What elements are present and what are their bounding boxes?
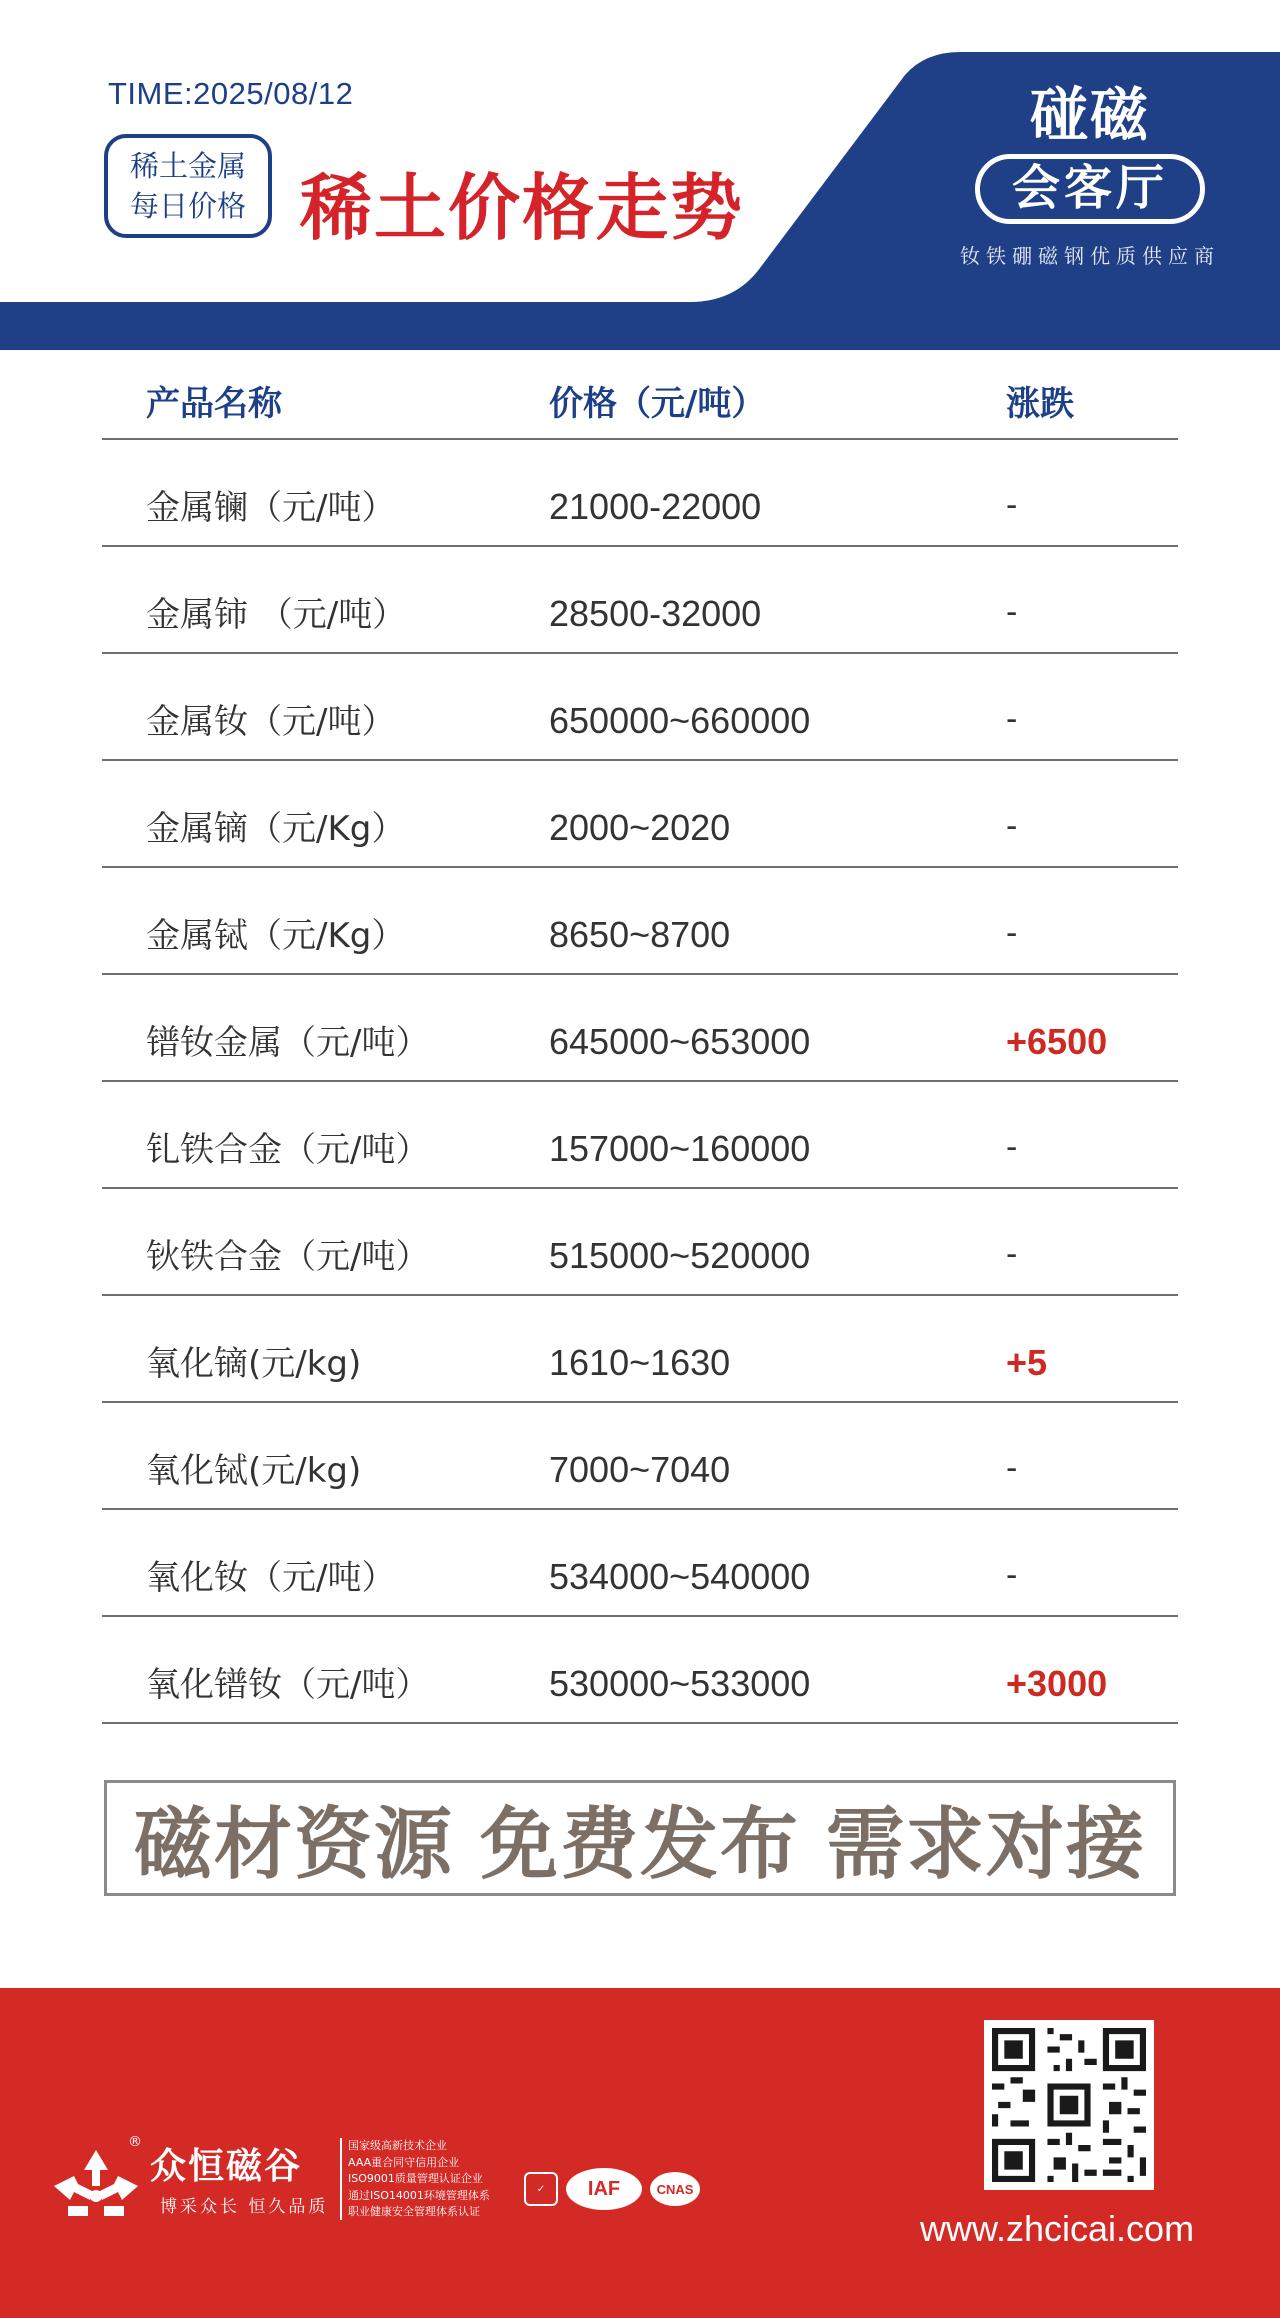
product-price: 530000~533000 <box>549 1663 811 1704</box>
logo-slogan: 钕铁硼磁钢优质供应商 <box>960 244 1220 268</box>
table-header <box>102 368 1178 440</box>
table-row <box>102 1617 1178 1724</box>
cnas-badge: CNAS <box>650 2172 700 2206</box>
qr-code-icon <box>984 2020 1154 2190</box>
brand-tagline: 博采众长 恒久品质 <box>160 2197 329 2217</box>
column-header-name: 产品名称 <box>146 384 282 424</box>
iaf-badge: IAF <box>566 2168 642 2210</box>
slogan-part-3: 需求对接 <box>825 1800 1146 1890</box>
price-change-up: +6500 <box>1006 1021 1108 1062</box>
certification-line: 国家级高新技术企业 <box>348 2139 447 2152</box>
table-row <box>102 868 1178 975</box>
header <box>0 0 1280 350</box>
daily-price-badge <box>104 134 272 238</box>
certification-line: ISO9001质量管理认证企业 <box>348 2172 483 2185</box>
certification-badges <box>524 2168 700 2210</box>
table-row <box>102 547 1178 654</box>
product-price: 8650~8700 <box>549 914 731 955</box>
price-change: - <box>1006 700 1018 738</box>
slogan-box <box>104 1780 1176 1896</box>
price-change: - <box>1006 807 1018 845</box>
certification-line: AAA重合同守信用企业 <box>348 2155 460 2169</box>
product-name: 氧化钕（元/吨） <box>146 1558 396 1598</box>
divider <box>340 2138 342 2220</box>
product-name: 金属铽（元/Kg） <box>146 916 406 956</box>
price-change: - <box>1006 1128 1018 1166</box>
badge-line-2: 每日价格 <box>129 189 246 223</box>
product-name: 金属铈 （元/吨） <box>146 595 407 635</box>
table-row <box>102 1189 1178 1296</box>
price-change: - <box>1006 1449 1018 1487</box>
price-change: - <box>1006 914 1018 952</box>
certification-line: 职业健康安全管理体系认证 <box>348 2205 480 2218</box>
table-row <box>102 1510 1178 1617</box>
price-change: - <box>1006 1556 1018 1594</box>
table-row <box>102 440 1178 547</box>
certification-line: 通过ISO14001环境管理体系 <box>348 2188 490 2202</box>
product-name: 钆铁合金（元/吨） <box>146 1130 430 1170</box>
brand-name: 众恒磁谷 <box>150 2146 303 2187</box>
brand-logo-icon <box>48 2146 144 2222</box>
price-change: - <box>1006 593 1018 631</box>
page-title: 稀土价格走势 <box>300 166 745 250</box>
logo-bottom-text: 会客厅 <box>975 154 1205 224</box>
product-name: 氧化镝(元/kg) <box>146 1344 362 1384</box>
price-change: - <box>1006 1235 1018 1273</box>
product-name: 钬铁合金（元/吨） <box>146 1237 430 1277</box>
brand-logo <box>920 80 1260 290</box>
table-row <box>102 975 1178 1082</box>
product-price: 7000~7040 <box>549 1449 731 1490</box>
product-name: 镨钕金属（元/吨） <box>146 1023 430 1063</box>
product-name: 金属镝（元/Kg） <box>146 809 406 849</box>
price-change: - <box>1006 486 1018 524</box>
price-change-up: +3000 <box>1006 1663 1108 1704</box>
column-header-change: 涨跌 <box>1006 384 1074 424</box>
date-stamp: TIME:2025/08/12 <box>108 76 354 111</box>
product-price: 2000~2020 <box>549 807 731 848</box>
table-row <box>102 1403 1178 1510</box>
table-row <box>102 761 1178 868</box>
product-price: 645000~653000 <box>549 1021 811 1062</box>
product-price: 21000-22000 <box>549 486 762 527</box>
product-price: 1610~1630 <box>549 1342 731 1383</box>
table-row <box>102 1296 1178 1403</box>
logo-top-text: 碰磁 <box>1029 81 1150 149</box>
product-name: 金属钕（元/吨） <box>146 702 396 742</box>
product-price: 28500-32000 <box>549 593 762 634</box>
slogan-part-1: 磁材资源 <box>133 1800 454 1890</box>
product-price: 157000~160000 <box>549 1128 811 1169</box>
registered-mark: ® <box>128 2134 142 2150</box>
price-table <box>102 368 1178 1724</box>
website-url: www.zhcicai.com <box>920 2208 1195 2249</box>
footer <box>0 1988 1280 2318</box>
price-change-up: +5 <box>1006 1342 1048 1383</box>
certification-list <box>348 2138 490 2221</box>
product-name: 氧化铽(元/kg) <box>146 1451 362 1491</box>
table-row <box>102 1082 1178 1189</box>
product-price: 515000~520000 <box>549 1235 811 1276</box>
slogan-part-2: 免费发布 <box>479 1800 800 1890</box>
column-header-price: 价格（元/吨） <box>549 384 766 424</box>
table-row <box>102 654 1178 761</box>
badge-line-1: 稀土金属 <box>129 149 246 183</box>
cert-seal-icon: ✓ <box>524 2172 558 2206</box>
product-name: 氧化镨钕（元/吨） <box>146 1665 430 1705</box>
product-price: 534000~540000 <box>549 1556 811 1597</box>
product-name: 金属镧（元/吨） <box>146 488 396 528</box>
product-price: 650000~660000 <box>549 700 811 741</box>
